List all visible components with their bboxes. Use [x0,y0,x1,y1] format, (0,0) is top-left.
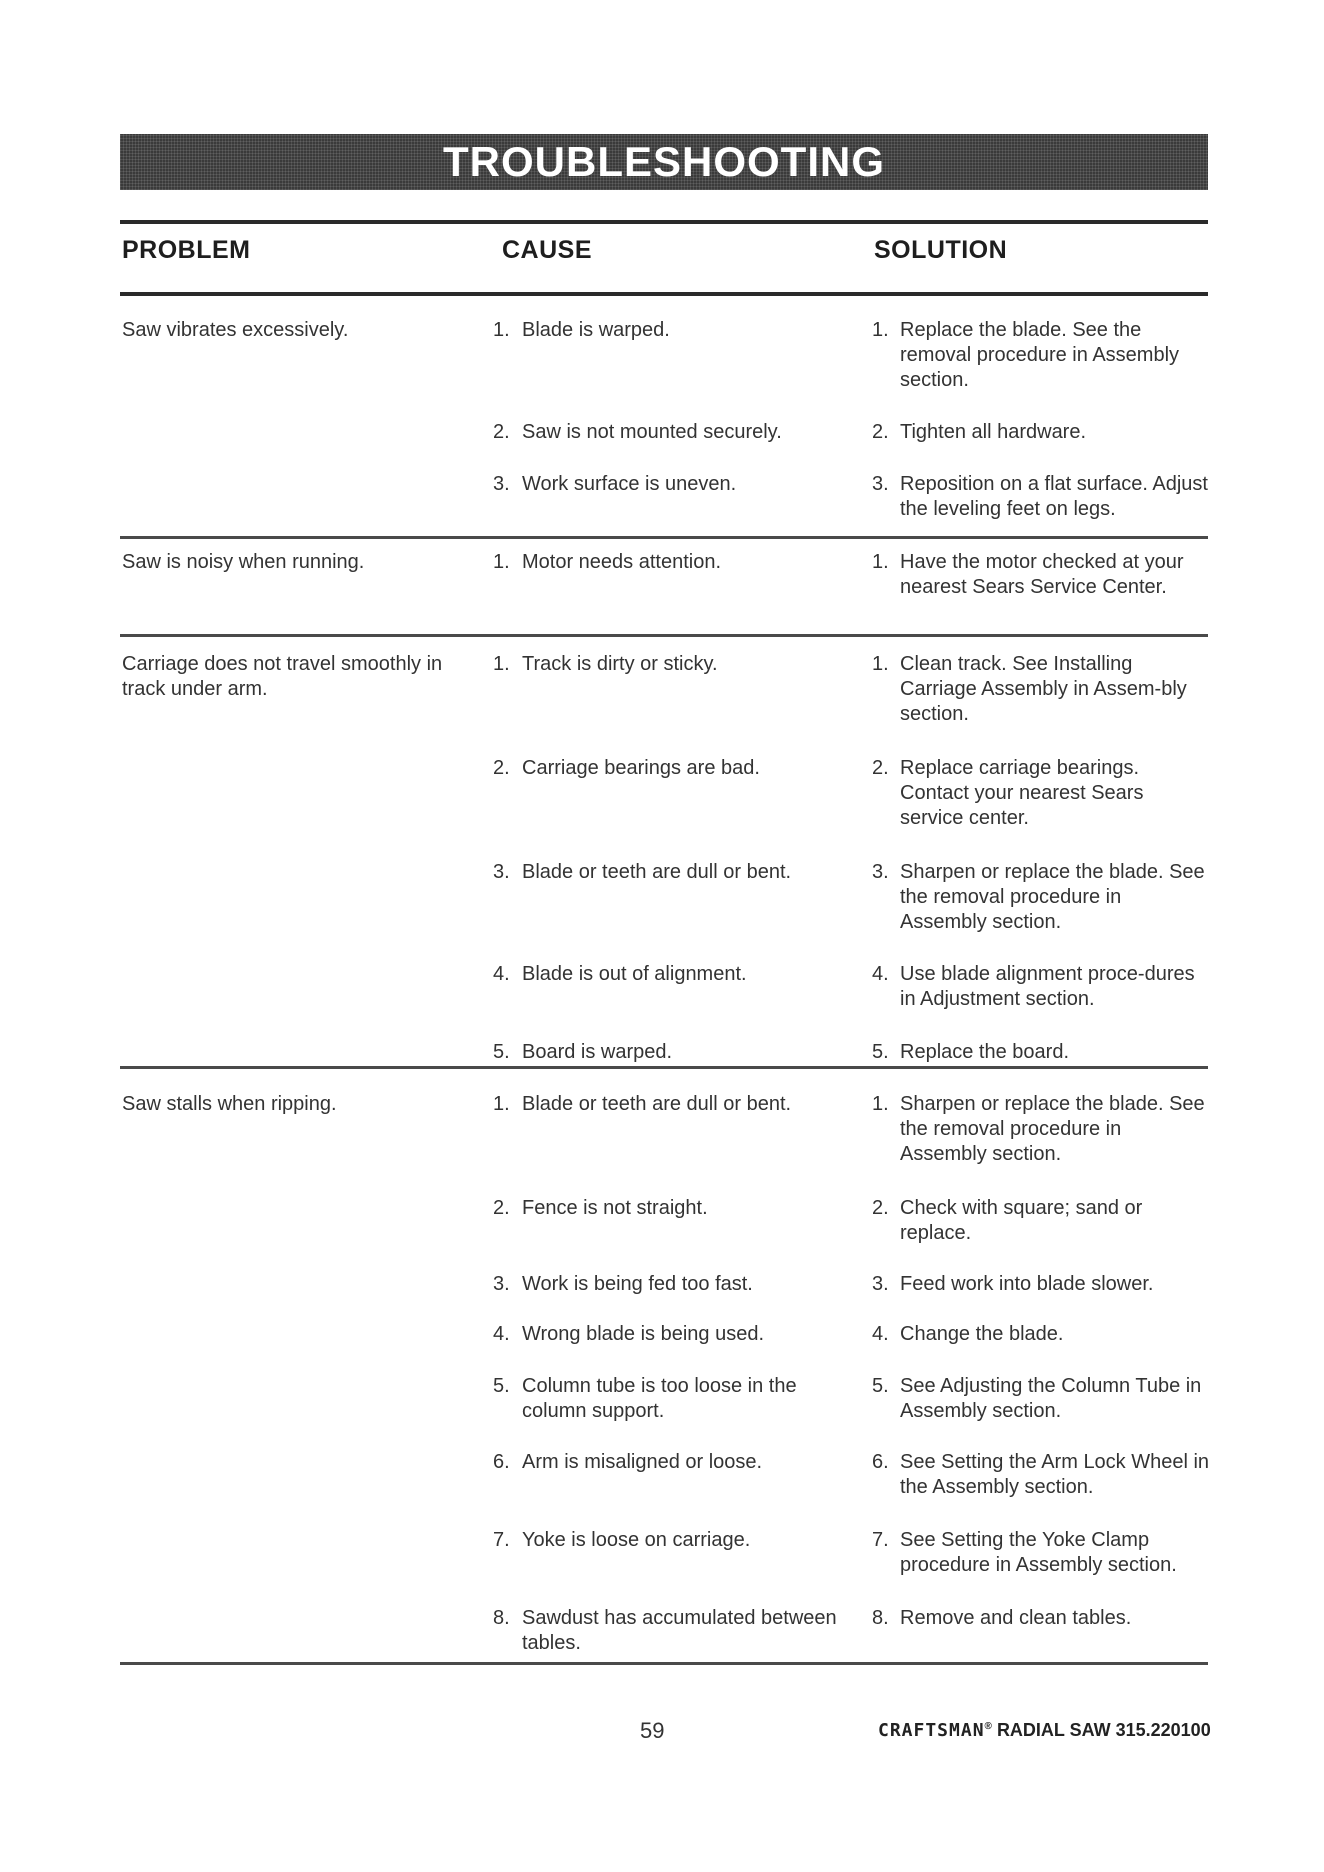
cause-text: Wrong blade is being used. [522,1323,765,1345]
solution-text: See Adjusting the Column Tube in Assembly section. [900,1375,1202,1422]
solution-number: 6. [872,1451,889,1473]
cause-number: 2. [493,421,510,443]
model-text: RADIAL SAW 315.220100 [996,1720,1211,1740]
page-title: TROUBLESHOOTING [443,138,885,185]
section-divider [120,536,1208,539]
cause-text: Motor needs attention. [522,551,722,573]
cause-number: 3. [493,861,510,883]
cause-text: Fence is not straight. [522,1197,708,1219]
solution-text: Change the blade. [900,1323,1064,1345]
header-top-rule [120,220,1208,224]
solution-number: 2. [872,1197,889,1219]
solution-number: 3. [872,473,889,495]
solution-number: 7. [872,1529,889,1551]
cause-number: 4. [493,1323,510,1345]
solution-text: Use blade alignment proce-dures in Adjustment section. [900,963,1195,1010]
section-divider [120,634,1208,637]
solution-number: 4. [872,963,889,985]
solution-number: 1. [872,551,889,573]
header-solution: SOLUTION [874,236,1008,264]
solution-text: See Setting the Yoke Clamp procedure in Assembly section. [900,1529,1177,1576]
solution-number: 1. [872,319,889,341]
solution-text: Have the motor checked at your nearest Sears Service Center. [900,551,1184,598]
header-cause: CAUSE [502,236,593,264]
cause-text: Blade or teeth are dull or bent. [522,1093,792,1115]
solution-number: 3. [872,861,889,883]
solution-text: Sharpen or replace the blade. See the removal procedure in Assembly section. [900,861,1205,933]
registered-mark: ® [984,1721,992,1732]
cause-text: Yoke is loose on carriage. [522,1529,751,1551]
cause-number: 1. [493,653,510,675]
cause-text: Saw is not mounted securely. [522,421,782,443]
cause-number: 7. [493,1529,510,1551]
solution-number: 1. [872,653,889,675]
cause-number: 3. [493,1273,510,1295]
problem-text: Saw is noisy when running. [122,551,365,573]
cause-text: Blade or teeth are dull or bent. [522,861,792,883]
cause-number: 2. [493,1197,510,1219]
cause-text: Blade is out of alignment. [522,963,747,985]
brand-footer [878,1720,1211,1741]
cause-number: 3. [493,473,510,495]
solution-number: 3. [872,1273,889,1295]
cause-number: 5. [493,1375,510,1397]
solution-text: Reposition on a flat surface. Adjust the leveling feet on legs. [900,473,1208,520]
table-bottom-rule [120,1662,1208,1665]
section-divider [120,1066,1208,1069]
solution-text: Clean track. See Installing Carriage Assembly in Assem-bly section. [900,653,1187,725]
solution-number: 2. [872,421,889,443]
cause-text: Column tube is too loose in the column support. [522,1375,797,1422]
cause-number: 1. [493,1093,510,1115]
problem-text: Saw vibrates excessively. [122,319,349,341]
cause-number: 6. [493,1451,510,1473]
solution-text: Replace carriage bearings. Contact your nearest Sears service center. [900,757,1144,829]
solution-number: 1. [872,1093,889,1115]
cause-text: Sawdust has accumulated between tables. [522,1607,837,1654]
solution-number: 5. [872,1041,889,1063]
craftsman-logo: CRAFTSMAN [878,1720,985,1741]
solution-text: Sharpen or replace the blade. See the removal procedure in Assembly section. [900,1093,1205,1165]
solution-number: 8. [872,1607,889,1629]
solution-text: Check with square; sand or replace. [900,1197,1143,1244]
cause-number: 4. [493,963,510,985]
problem-text: Saw stalls when ripping. [122,1093,337,1115]
page-number: 59 [640,1718,665,1743]
cause-number: 2. [493,757,510,779]
cause-text: Blade is warped. [522,319,670,341]
cause-number: 5. [493,1041,510,1063]
cause-number: 1. [493,319,510,341]
solution-text: Feed work into blade slower. [900,1273,1154,1295]
cause-text: Track is dirty or sticky. [522,653,718,675]
solution-text: Remove and clean tables. [900,1607,1132,1629]
solution-number: 2. [872,757,889,779]
solution-text: Replace the board. [900,1041,1070,1063]
cause-number: 8. [493,1607,510,1629]
solution-text: Tighten all hardware. [900,421,1087,443]
problem-text: Carriage does not travel smoothly in track under arm. [122,653,443,700]
solution-text: See Setting the Arm Lock Wheel in the Assembly section. [900,1451,1210,1498]
header-problem: PROBLEM [122,236,251,264]
solution-number: 4. [872,1323,889,1345]
cause-text: Work surface is uneven. [522,473,737,495]
cause-text: Work is being fed too fast. [522,1273,753,1295]
header-bottom-rule [120,292,1208,296]
solution-text: Replace the blade. See the removal procedure in Assembly section. [900,319,1180,391]
cause-number: 1. [493,551,510,573]
cause-text: Board is warped. [522,1041,673,1063]
title-banner [120,134,1208,190]
cause-text: Arm is misaligned or loose. [522,1451,763,1473]
cause-text: Carriage bearings are bad. [522,757,760,779]
solution-number: 5. [872,1375,889,1397]
